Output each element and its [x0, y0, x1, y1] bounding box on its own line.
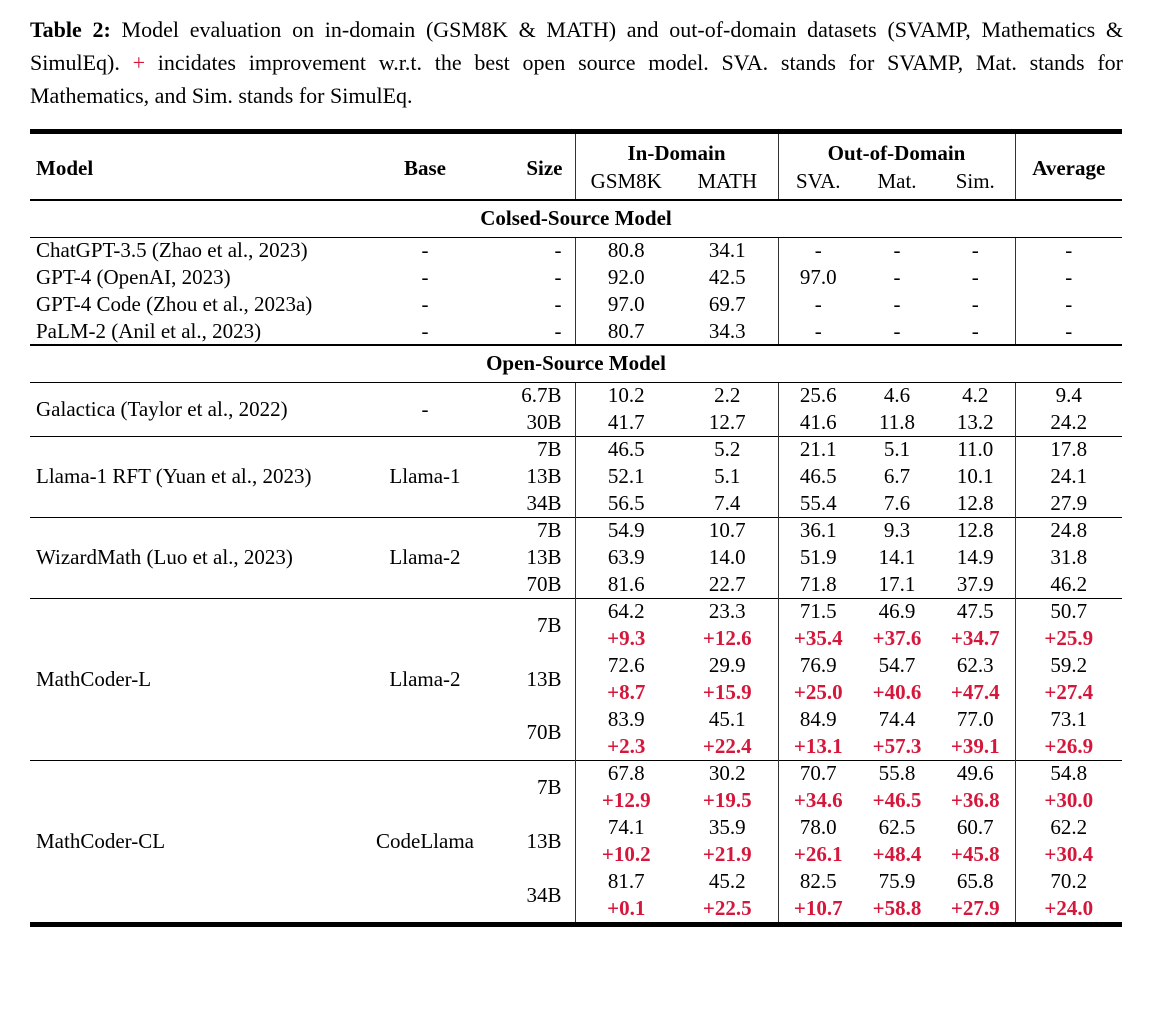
- delta-cell: +36.8: [950, 788, 1000, 812]
- delta-cell: +30.4: [1015, 841, 1122, 868]
- header-model: Model: [36, 156, 94, 180]
- header-base: Base: [404, 156, 446, 180]
- score-cell: 34.1: [708, 238, 746, 263]
- delta-cell: +10.2: [575, 841, 677, 868]
- score-cell: 82.5: [778, 868, 858, 895]
- score-cell: 4.6: [883, 383, 911, 408]
- base-cell: Llama-2: [370, 517, 480, 598]
- model-cell: GPT-4 (OpenAI, 2023): [36, 265, 231, 289]
- score-cell: -: [971, 292, 979, 316]
- score-cell: 74.4: [878, 707, 916, 731]
- size-cell: 13B: [526, 828, 562, 853]
- score-cell: 55.4: [778, 490, 858, 517]
- base-cell: -: [421, 318, 429, 343]
- score-cell: 80.7: [575, 318, 677, 345]
- header-sim: Sim.: [955, 169, 995, 193]
- caption-text-1: Model evaluation on in-domain (GSM8K & MATH) and out-of-domain datasets (SVAMP, Mathematics & SimulEq).: [30, 17, 1124, 75]
- score-cell: 14.0: [708, 545, 746, 569]
- size-cell: -: [554, 318, 562, 343]
- score-cell: 14.1: [878, 545, 916, 569]
- score-cell: 49.6: [936, 760, 1015, 787]
- delta-cell: +25.0: [778, 679, 858, 706]
- header-gsm8k: GSM8K: [575, 168, 677, 200]
- score-cell: 56.5: [575, 490, 677, 517]
- model-cell: Galactica (Taylor et al., 2022): [36, 396, 288, 421]
- delta-cell: +34.6: [778, 787, 858, 814]
- model-cell: ChatGPT-3.5 (Zhao et al., 2023): [36, 238, 308, 263]
- size-cell: 6.7B: [521, 383, 562, 408]
- score-cell: 46.2: [1015, 571, 1122, 598]
- score-cell: 9.4: [1015, 382, 1122, 409]
- delta-cell: +37.6: [872, 626, 922, 650]
- size-cell: 34B: [526, 882, 562, 907]
- base-cell: -: [421, 265, 429, 289]
- table-row: [30, 237, 1122, 264]
- section-title: Colsed-Source Model: [30, 200, 1122, 237]
- score-cell: 12.8: [956, 490, 994, 515]
- score-cell: 37.9: [956, 571, 994, 596]
- score-cell: 47.5: [936, 598, 1015, 625]
- score-cell: 73.1: [1015, 706, 1122, 733]
- score-cell: 54.7: [878, 653, 916, 677]
- score-cell: 7.4: [714, 490, 741, 515]
- score-cell: 21.1: [778, 436, 858, 463]
- score-cell: 77.0: [956, 707, 994, 731]
- base-cell: -: [421, 238, 429, 263]
- score-cell: -: [971, 265, 979, 289]
- score-cell: 80.8: [575, 237, 677, 264]
- score-cell: 17.8: [1015, 436, 1122, 463]
- score-cell: 81.6: [575, 571, 677, 598]
- score-cell: -: [893, 292, 901, 316]
- score-cell: -: [1015, 318, 1122, 345]
- score-cell: 72.6: [575, 652, 677, 679]
- delta-cell: +25.9: [1015, 625, 1122, 652]
- score-cell: 5.2: [677, 436, 778, 463]
- base-cell: -: [421, 292, 429, 316]
- score-cell: 22.7: [708, 571, 746, 596]
- score-cell: 60.7: [956, 815, 994, 839]
- base-cell: Llama-2: [370, 598, 480, 760]
- delta-cell: +58.8: [872, 896, 922, 920]
- model-cell: MathCoder-CL: [30, 760, 370, 922]
- delta-cell: +19.5: [702, 788, 752, 812]
- delta-cell: +45.8: [950, 842, 1000, 866]
- score-cell: -: [893, 318, 901, 343]
- score-cell: 14.9: [956, 545, 994, 569]
- delta-cell: +47.4: [950, 680, 1000, 704]
- score-cell: 36.1: [778, 517, 858, 544]
- model-cell: MathCoder-L: [30, 598, 370, 760]
- score-cell: 5.1: [858, 436, 936, 463]
- table-row: [30, 436, 1122, 463]
- score-cell: 45.1: [708, 707, 746, 731]
- score-cell: -: [893, 265, 901, 289]
- delta-cell: +30.0: [1015, 787, 1122, 814]
- score-cell: 24.8: [1015, 517, 1122, 544]
- score-cell: 17.1: [878, 571, 916, 596]
- header-mat: Mat.: [877, 169, 917, 193]
- header-average: Average: [1015, 134, 1122, 200]
- score-cell: -: [1015, 291, 1122, 318]
- score-cell: 55.8: [858, 760, 936, 787]
- score-cell: 35.9: [708, 815, 746, 839]
- score-cell: 5.1: [714, 464, 741, 488]
- score-cell: 45.2: [708, 869, 746, 893]
- score-cell: 12.8: [936, 517, 1015, 544]
- score-cell: 70.7: [778, 760, 858, 787]
- delta-cell: +9.3: [575, 625, 677, 652]
- delta-cell: +39.1: [950, 733, 1000, 758]
- header-in-domain: In-Domain: [575, 134, 778, 168]
- base-cell: Llama-1: [370, 436, 480, 517]
- size-cell: 7B: [480, 517, 575, 544]
- score-cell: 54.9: [575, 517, 677, 544]
- score-cell: 78.0: [778, 814, 858, 841]
- delta-cell: +35.4: [778, 625, 858, 652]
- score-cell: 10.2: [575, 382, 677, 409]
- table-header: [30, 134, 1122, 200]
- score-cell: 34.3: [708, 318, 746, 343]
- score-cell: 46.9: [858, 598, 936, 625]
- model-cell: GPT-4 Code (Zhou et al., 2023a): [36, 292, 313, 316]
- size-cell: 70B: [526, 720, 562, 745]
- delta-cell: +26.1: [778, 841, 858, 868]
- section-title: Open-Source Model: [30, 345, 1122, 382]
- size-cell: 7B: [480, 436, 575, 463]
- score-cell: 23.3: [677, 598, 778, 625]
- score-cell: 74.1: [575, 814, 677, 841]
- score-cell: 71.5: [778, 598, 858, 625]
- delta-cell: +46.5: [872, 788, 922, 812]
- size-cell: 13B: [526, 666, 562, 691]
- delta-cell: +21.9: [702, 842, 752, 866]
- score-cell: 11.8: [879, 409, 915, 434]
- table-row: [30, 382, 1122, 409]
- score-cell: 50.7: [1015, 598, 1122, 625]
- delta-cell: +15.9: [702, 680, 752, 704]
- score-cell: 13.2: [956, 409, 994, 434]
- delta-cell: +48.4: [872, 842, 922, 866]
- size-cell: 7B: [480, 760, 575, 814]
- size-cell: 7B: [480, 598, 575, 652]
- size-cell: 30B: [526, 409, 562, 434]
- score-cell: 83.9: [575, 706, 677, 733]
- delta-cell: +26.9: [1015, 733, 1122, 760]
- delta-cell: +57.3: [872, 733, 922, 758]
- score-cell: 92.0: [575, 264, 677, 291]
- caption-plus-sign: +: [132, 50, 146, 75]
- score-cell: -: [971, 238, 979, 263]
- score-cell: 62.3: [956, 653, 994, 677]
- header-math: MATH: [697, 169, 757, 193]
- score-cell: 24.1: [1015, 463, 1122, 490]
- score-cell: 65.8: [956, 869, 994, 893]
- score-cell: 54.8: [1015, 760, 1122, 787]
- score-cell: 46.5: [575, 436, 677, 463]
- size-cell: -: [554, 292, 562, 316]
- section-header-row: [30, 345, 1122, 382]
- delta-cell: +27.9: [950, 896, 1000, 920]
- score-cell: 62.2: [1015, 814, 1122, 841]
- score-cell: -: [971, 318, 979, 343]
- base-cell: CodeLlama: [370, 760, 480, 922]
- score-cell: 59.2: [1015, 652, 1122, 679]
- table-row: [30, 318, 1122, 345]
- delta-cell: +10.7: [778, 895, 858, 922]
- score-cell: 52.1: [575, 463, 677, 490]
- score-cell: 4.2: [962, 383, 989, 408]
- model-cell: Llama-1 RFT (Yuan et al., 2023): [30, 436, 370, 517]
- results-table: [30, 134, 1122, 922]
- score-cell: 75.9: [878, 869, 916, 893]
- bottom-double-rule: [30, 922, 1122, 927]
- table-caption: [30, 13, 1123, 112]
- delta-cell: +13.1: [778, 733, 858, 760]
- score-cell: 9.3: [858, 517, 936, 544]
- model-cell: WizardMath (Luo et al., 2023): [30, 517, 370, 598]
- table-row: [30, 291, 1122, 318]
- table-row: [30, 598, 1122, 625]
- score-cell: 31.8: [1015, 544, 1122, 571]
- size-cell: 34B: [526, 490, 562, 515]
- score-cell: 84.9: [778, 706, 858, 733]
- delta-cell: +24.0: [1015, 895, 1122, 922]
- score-cell: 97.0: [778, 264, 858, 291]
- size-cell: 13B: [526, 464, 562, 488]
- header-sva: SVA.: [778, 168, 858, 200]
- delta-cell: +8.7: [575, 679, 677, 706]
- score-cell: 67.8: [575, 760, 677, 787]
- score-cell: 41.6: [778, 409, 858, 436]
- table-row: [30, 517, 1122, 544]
- score-cell: 30.2: [677, 760, 778, 787]
- delta-cell: +12.6: [702, 626, 752, 650]
- score-cell: 41.7: [575, 409, 677, 436]
- score-cell: 76.9: [778, 652, 858, 679]
- score-cell: 10.1: [956, 464, 994, 488]
- delta-cell: +40.6: [872, 680, 922, 704]
- model-cell: PaLM-2 (Anil et al., 2023): [36, 318, 262, 343]
- score-cell: 2.2: [714, 383, 741, 408]
- score-cell: 6.7: [883, 464, 911, 488]
- table-row: [30, 264, 1122, 291]
- score-cell: 63.9: [575, 544, 677, 571]
- score-cell: 64.2: [575, 598, 677, 625]
- score-cell: 69.7: [708, 292, 746, 316]
- caption-label: Table 2:: [30, 17, 111, 42]
- score-cell: 7.6: [883, 490, 911, 515]
- table-body: [30, 200, 1122, 922]
- score-cell: 42.5: [708, 265, 746, 289]
- size-cell: 13B: [526, 545, 562, 569]
- size-cell: 70B: [526, 571, 562, 596]
- size-cell: -: [554, 238, 562, 263]
- score-cell: -: [778, 291, 858, 318]
- score-cell: 71.8: [778, 571, 858, 598]
- header-out-of-domain: Out-of-Domain: [778, 134, 1015, 168]
- score-cell: 51.9: [778, 544, 858, 571]
- delta-cell: +2.3: [575, 733, 677, 760]
- score-cell: -: [893, 238, 901, 263]
- score-cell: 27.9: [1015, 490, 1122, 517]
- score-cell: 11.0: [936, 436, 1015, 463]
- header-size: Size: [526, 156, 563, 180]
- score-cell: 70.2: [1015, 868, 1122, 895]
- delta-cell: +34.7: [950, 626, 1000, 650]
- score-cell: 12.7: [708, 409, 746, 434]
- base-cell: -: [421, 396, 429, 421]
- score-cell: 81.7: [575, 868, 677, 895]
- delta-cell: +22.4: [702, 733, 752, 758]
- table-row: [30, 760, 1122, 787]
- size-cell: -: [554, 265, 562, 289]
- section-header-row: [30, 200, 1122, 237]
- delta-cell: +27.4: [1015, 679, 1122, 706]
- delta-cell: +12.9: [575, 787, 677, 814]
- caption-text-2: incidates improvement w.r.t. the best open source model. SVA. stands for SVAMP, Mat. stands for Mathematics, and Sim. stands for SimulEq.: [30, 50, 1123, 108]
- score-cell: -: [778, 237, 858, 264]
- score-cell: -: [1015, 264, 1122, 291]
- score-cell: 25.6: [778, 382, 858, 409]
- score-cell: 46.5: [778, 463, 858, 490]
- score-cell: 62.5: [878, 815, 916, 839]
- score-cell: 24.2: [1015, 409, 1122, 436]
- score-cell: 10.7: [677, 517, 778, 544]
- score-cell: 97.0: [575, 291, 677, 318]
- table-wrapper: [30, 129, 1122, 927]
- delta-cell: +0.1: [575, 895, 677, 922]
- delta-cell: +22.5: [702, 896, 752, 920]
- score-cell: 29.9: [708, 653, 746, 677]
- score-cell: -: [778, 318, 858, 345]
- score-cell: -: [1015, 237, 1122, 264]
